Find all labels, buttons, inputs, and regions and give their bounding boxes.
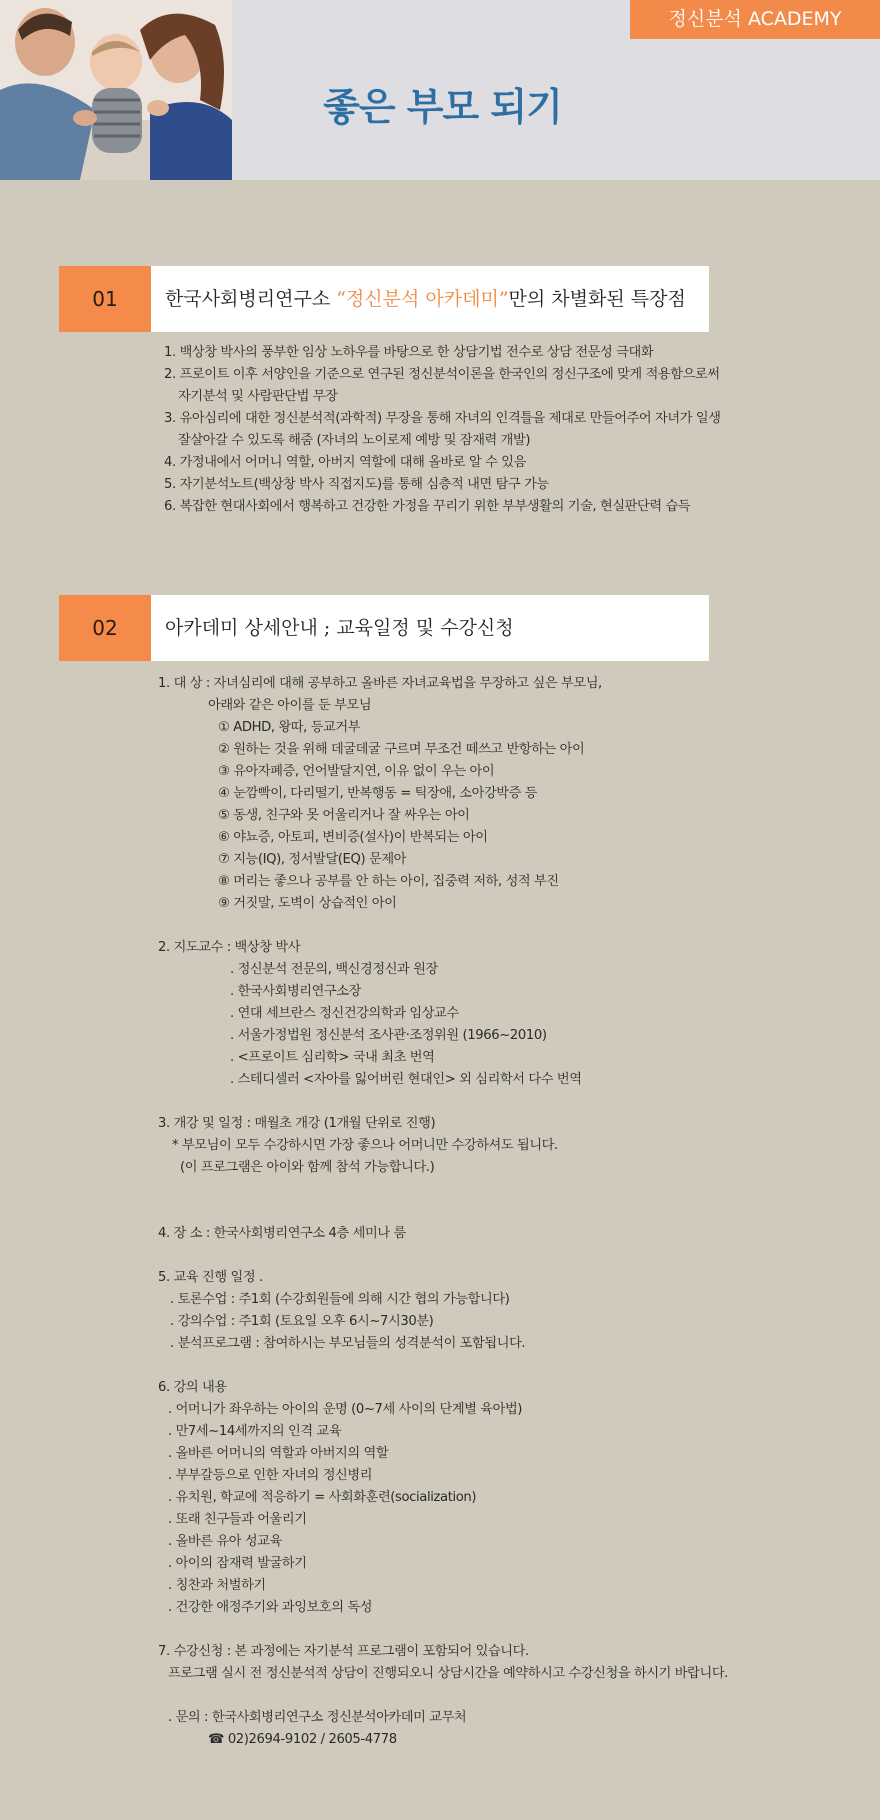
contact-line: . 문의 : 한국사회병리연구소 정신분석아카데미 교무처 bbox=[168, 1710, 467, 1725]
contact-phone: ☎ 02)2694-9102 / 2605-4778 bbox=[208, 1732, 397, 1747]
family-photo-illustration bbox=[0, 0, 232, 180]
target-item: ⑤ 동생, 친구와 못 어울리거나 잘 싸우는 아이 bbox=[218, 808, 470, 823]
content-item: . 올바른 유아 성교육 bbox=[168, 1534, 282, 1549]
feature-item: 3. 유아심리에 대한 정신분석적(과학적) 무장을 통해 자녀의 인격틀을 제대로 만들어주어 자녀가 일생 bbox=[164, 411, 721, 426]
content-item: . 아이의 잠재력 발굴하기 bbox=[168, 1556, 307, 1571]
section-2-title: 아카데미 상세안내 ; 교육일정 및 수강신청 bbox=[165, 617, 514, 639]
content-item: . 어머니가 좌우하는 아이의 운명 (0~7세 사이의 단계별 육아법) bbox=[168, 1402, 523, 1417]
content-line: 6. 강의 내용 bbox=[158, 1380, 227, 1395]
target-item: ⑥ 야뇨증, 아토피, 변비증(설사)이 반복되는 아이 bbox=[218, 830, 488, 845]
target-item: ④ 눈깜빡이, 다리떨기, 반복행동 = 틱장애, 소아강박증 등 bbox=[218, 786, 538, 801]
academy-details bbox=[158, 673, 758, 1751]
header-banner bbox=[0, 0, 880, 180]
feature-item: 4. 가정내에서 어머니 역할, 아버지 역할에 대해 올바로 알 수 있음 bbox=[164, 455, 526, 470]
target-item: ② 원하는 것을 위해 데굴데굴 구르며 무조건 떼쓰고 반항하는 아이 bbox=[218, 742, 585, 757]
section-1-title-pre: 한국사회병리연구소 bbox=[165, 288, 337, 310]
feature-item-continued: 자기분석 및 사람판단법 무장 bbox=[178, 389, 338, 404]
target-item: ③ 유아자폐증, 언어발달지연, 이유 없이 우는 아이 bbox=[218, 764, 495, 779]
section-2-number: 02 bbox=[59, 595, 151, 661]
family-photo bbox=[0, 0, 232, 180]
schedule-note: (이 프로그램은 아이와 함께 참석 가능합니다.) bbox=[180, 1160, 435, 1175]
section-1-title-highlight: “정신분석 아카데미” bbox=[336, 288, 509, 310]
professor-item: . 서울가정법원 정신분석 조사관·조정위원 (1966~2010) bbox=[230, 1028, 547, 1043]
content-item: . 만7세~14세까지의 인격 교육 bbox=[168, 1424, 342, 1439]
professor-item: . 연대 세브란스 정신건강의학과 임상교수 bbox=[230, 1006, 459, 1021]
feature-item-continued: 잘살아갈 수 있도록 해줌 (자녀의 노이로제 예방 및 잠재력 개발) bbox=[178, 433, 531, 448]
content-item: . 또래 친구들과 어울리기 bbox=[168, 1512, 307, 1527]
apply-line: 프로그램 실시 전 정신분석적 상담이 진행되오니 상담시간을 예약하시고 수강신청을 하시기 바랍니다. bbox=[168, 1666, 728, 1681]
section-1-title-post: 만의 차별화된 특장점 bbox=[508, 288, 686, 310]
target-line: 1. 대 상 : 자녀심리에 대해 공부하고 올바른 자녀교육법을 무장하고 싶은 부모님, bbox=[158, 676, 602, 691]
feature-item: 6. 복잡한 현대사회에서 행복하고 건강한 가정을 꾸리기 위한 부부생활의 기술, 현실판단력 습득 bbox=[164, 499, 691, 514]
progress-line: 5. 교육 진행 일정 . bbox=[158, 1270, 263, 1285]
target-item: ⑦ 지능(IQ), 정서발달(EQ) 문제아 bbox=[218, 852, 407, 867]
content-item: . 칭찬과 처벌하기 bbox=[168, 1578, 266, 1593]
schedule-line: 3. 개강 및 일정 : 매월초 개강 (1개월 단위로 진행) bbox=[158, 1116, 436, 1131]
place-line: 4. 장 소 : 한국사회병리연구소 4층 세미나 룸 bbox=[158, 1226, 406, 1241]
professor-line: 2. 지도교수 : 백상창 박사 bbox=[158, 940, 301, 955]
schedule-note: * 부모님이 모두 수강하시면 가장 좋으나 어머니만 수강하셔도 됩니다. bbox=[172, 1138, 558, 1153]
content-item: . 건강한 애정주기와 과잉보호의 독성 bbox=[168, 1600, 373, 1615]
feature-item: 1. 백상창 박사의 풍부한 임상 노하우를 바탕으로 한 상담기법 전수로 상담 전문성 극대화 bbox=[164, 345, 654, 360]
professor-item: . 정신분석 전문의, 백신경정신과 원장 bbox=[230, 962, 438, 977]
content-item: . 올바른 어머니의 역할과 아버지의 역할 bbox=[168, 1446, 389, 1461]
section-1-title bbox=[165, 266, 686, 332]
professor-item: . 한국사회병리연구소장 bbox=[230, 984, 361, 999]
professor-item: . 스테디셀러 <자아를 잃어버린 현대인> 외 심리학서 다수 번역 bbox=[230, 1072, 582, 1087]
content-item: . 유치원, 학교에 적응하기 = 사회화훈련(socialization) bbox=[168, 1490, 477, 1505]
academy-badge: 정신분석 ACADEMY bbox=[630, 0, 880, 39]
feature-item: 5. 자기분석노트(백상창 박사 직접지도)를 통해 심층적 내면 탐구 가능 bbox=[164, 477, 549, 492]
section-1-number: 01 bbox=[59, 266, 151, 332]
target-item: ⑧ 머리는 좋으나 공부를 안 하는 아이, 집중력 저하, 성적 부진 bbox=[218, 874, 559, 889]
target-item: ① ADHD, 왕따, 등교거부 bbox=[218, 720, 361, 735]
target-line: 아래와 같은 아이를 둔 부모님 bbox=[208, 698, 372, 713]
progress-item: . 강의수업 : 주1회 (토요일 오후 6시~7시30분) bbox=[170, 1314, 434, 1329]
target-item: ⑨ 거짓말, 도벽이 상습적인 아이 bbox=[218, 896, 397, 911]
section-2-header bbox=[59, 595, 709, 661]
content-item: . 부부갈등으로 인한 자녀의 정신병리 bbox=[168, 1468, 373, 1483]
section-1-header bbox=[59, 266, 709, 332]
feature-item: 2. 프로이트 이후 서양인을 기준으로 연구된 정신분석이론을 한국인의 정신구조에 맞게 적용함으로써 bbox=[164, 367, 720, 382]
progress-item: . 분석프로그램 : 참여하시는 부모님들의 성격분석이 포함됩니다. bbox=[170, 1336, 526, 1351]
progress-item: . 토론수업 : 주1회 (수강회원들에 의해 시간 협의 가능합니다) bbox=[170, 1292, 510, 1307]
professor-item: . <프로이트 심리학> 국내 최초 번역 bbox=[230, 1050, 435, 1065]
apply-line: 7. 수강신청 : 본 과정에는 자기분석 프로그램이 포함되어 있습니다. bbox=[158, 1644, 529, 1659]
page-title: 좋은 부모 되기 bbox=[323, 85, 562, 129]
feature-list bbox=[164, 342, 724, 518]
